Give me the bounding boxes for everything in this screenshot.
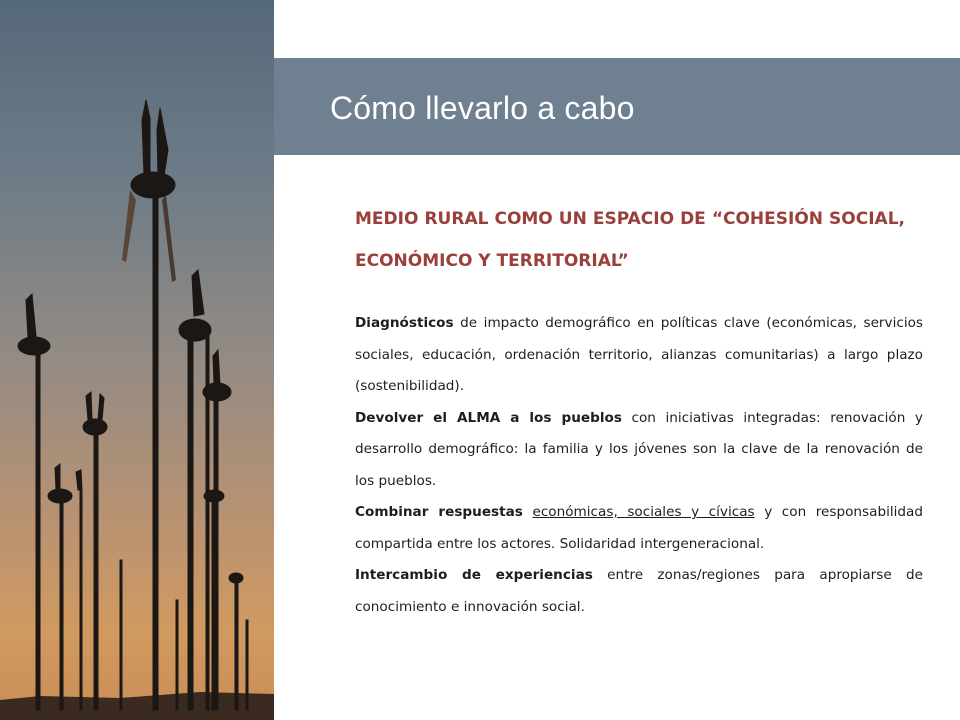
slide-title: Cómo llevarlo a cabo [330,90,635,126]
pole [60,500,63,710]
paragraph-bold-lead: Combinar respuestas [355,504,523,520]
body-text [355,308,923,623]
pole [176,600,178,710]
stork [55,464,60,490]
paragraph-underlined-text: económicas, sociales y cívicas [532,504,755,520]
paragraph-combinar-respuestas [355,497,923,560]
pole [190,600,192,710]
nest [204,490,224,502]
pole [36,350,40,710]
paragraph-text: y con responsabilidad compartida entre los actores. Solidaridad intergeneracional. [355,504,924,552]
paragraph-text: de impacto demográfico en políticas clave (económicas, servicios sociales, educación, ordenación territorio, alianzas comunitarias) a largo plazo (sostenibilidad). [355,315,923,394]
pole [235,580,238,710]
nest [18,337,50,355]
pole [212,500,215,710]
nest [131,172,175,198]
paragraph-bold-lead: Diagnósticos [355,315,454,331]
nest [229,573,243,583]
paragraph-devolver-alma [355,403,923,498]
nest [203,383,231,401]
pole [80,490,82,710]
paragraph-bold-lead: Devolver el ALMA a los pueblos [355,409,622,426]
pole [246,620,248,710]
slide-headline: MEDIO RURAL COMO UN ESPACIO DE “COHESIÓN SOCIAL, ECONÓMICO Y TERRITORIAL” [355,209,905,271]
storks-photo [0,0,274,720]
title-bar [274,58,960,155]
paragraph-bold-lead: Intercambio de experiencias [355,567,593,583]
pole [153,190,158,710]
paragraph-text: con iniciativas integradas: renovación y desarrollo demográfico: la familia y los jóvenes son la clave de la renovación de los pueblos. [355,409,923,489]
paragraph-intercambio [355,560,923,623]
nest [83,419,107,435]
sky [0,0,274,720]
pole [94,430,98,710]
nest [48,489,72,503]
paragraph-text: entre zonas/regiones para apropiarse de conocimiento e innovación social. [355,567,923,615]
pole [120,560,122,710]
paragraph-diagnosticos [355,308,923,403]
